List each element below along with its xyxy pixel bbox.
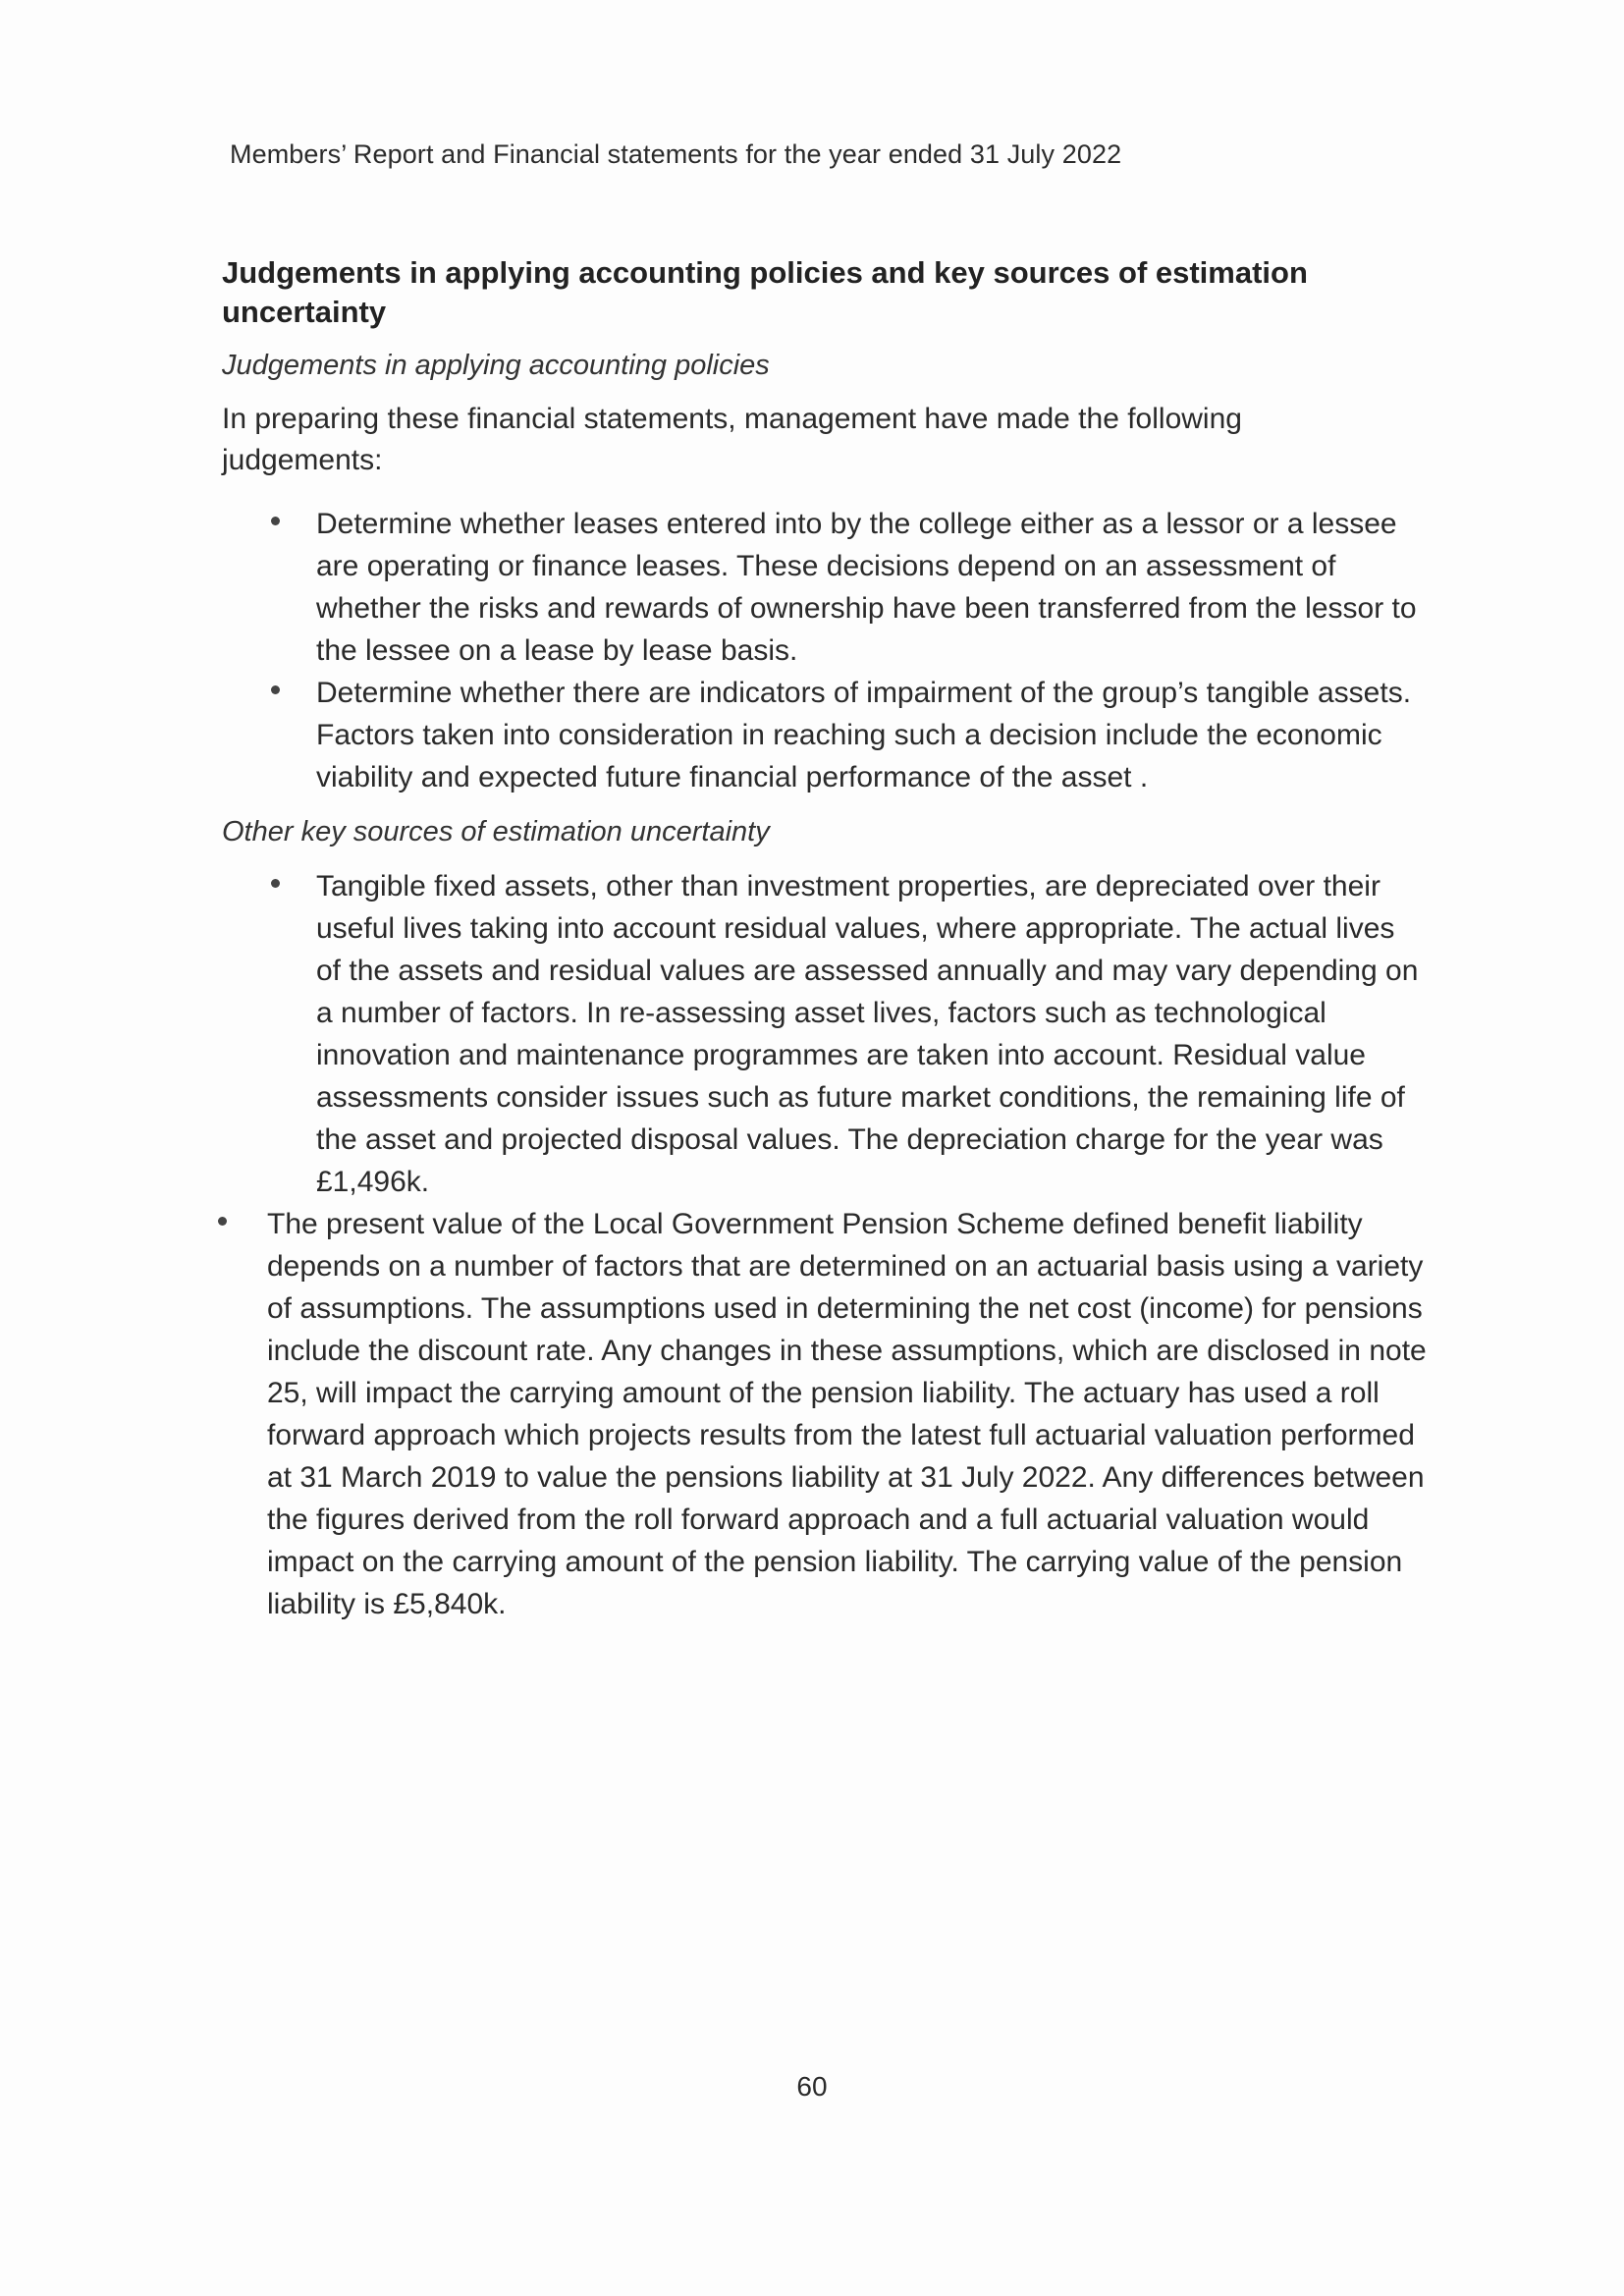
running-header: Members’ Report and Financial statements for the year ended 31 July 2022 [230, 139, 1122, 169]
bullet-icon [271, 517, 280, 525]
page-number: 60 [796, 2071, 828, 2102]
list-item-text: Tangible fixed assets, other than investment properties, are depreciated over their useful lives taking into account residual values, where appropriate. The actual lives of the assets and residual values are assessed annually and may vary depending on a number of factors. In re-assessing asset lives, factors such as technological innovation and maintenance programmes are taken into account. Residual value assessments consider issues such as future market conditions, the remaining life of the asset and projected disposal values. The depreciation charge for the year was £1,496k. [316, 870, 1419, 1198]
list-item-text: Determine whether there are indicators of impairment of the group’s tangible assets. Factors taken into consideration in reaching such a decision include the economic viability and expected future financial performance of the asset . [316, 677, 1412, 793]
bullet-icon [271, 879, 280, 888]
list-item [222, 503, 1426, 672]
subheading-judgements: Judgements in applying accounting policies [222, 350, 770, 381]
list-item-text: The present value of the Local Government Pension Scheme defined benefit liability depends on a number of factors that are determined on an actuarial basis using a variety of assumptions. The assumptions used in determining the net cost (income) for pensions include the discount rate. Any changes in these assumptions, which are disclosed in note 25, will impact the carrying amount of the pension liability. The actuary has used a roll forward approach which projects results from the latest full actuarial valuation performed at 31 March 2019 to value the pensions liability at 31 July 2022. Any differences between the figures derived from the roll forward approach and a full actuarial valuation would impact on the carrying amount of the pension liability. The carrying value of the pension liability is £5,840k. [267, 1208, 1427, 1620]
estimation-list [222, 865, 1419, 1203]
list-item-text: Determine whether leases entered into by the college either as a lessor or a lessee are operating or finance leases. These decisions depend on an assessment of whether the risks and rewards of ownership have been transferred from the lessor to the lessee on a lease by lease basis. [316, 508, 1417, 667]
bullet-icon [271, 685, 280, 694]
pension-list [212, 1203, 1427, 1625]
list-item [222, 672, 1426, 798]
intro-paragraph: In preparing these financial statements, management have made the following judgements: [222, 403, 1242, 476]
list-item [212, 1203, 1435, 1625]
bullet-icon [218, 1217, 227, 1226]
section-title: Judgements in applying accounting policies and key sources of estimation uncertainty [222, 255, 1308, 329]
main-content [222, 253, 1427, 1639]
list-item [222, 865, 1426, 1203]
subheading-estimation: Other key sources of estimation uncertainty [222, 816, 770, 847]
judgements-list [222, 503, 1417, 798]
